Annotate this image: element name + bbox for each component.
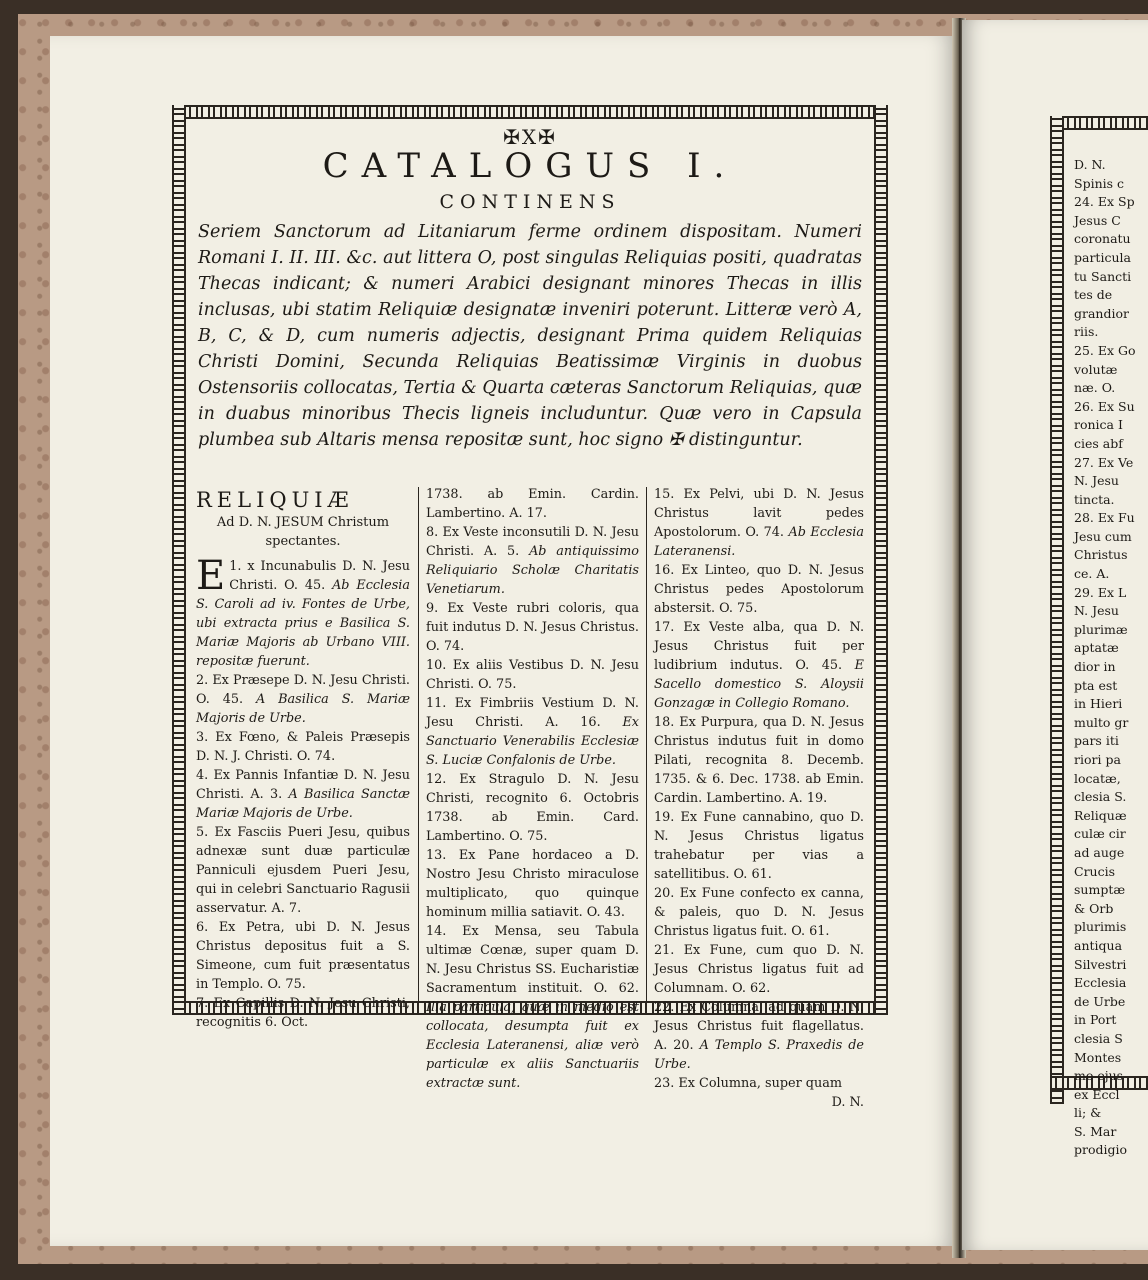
entry-list: [426, 523, 639, 1093]
right-page-text: [1074, 156, 1148, 1160]
right-page-line: in Port: [1074, 1012, 1117, 1028]
section-heading: RELIQUIÆ: [196, 488, 354, 512]
relic-entry: [654, 561, 864, 618]
entry-text: Ex Purpura, qua D. N. Jesus Christus indutus fuit in domo Pilati, recognita 8. Decemb. 1735. & 6. Dec. 1738. ab Emin. Cardin. Lambertino. A. 19.: [654, 715, 865, 806]
entry-provenance: Ab Ecclesia Lateranensi.: [654, 525, 864, 559]
right-page-line: N. Jesu: [1074, 603, 1119, 619]
right-page-line: Silvestri: [1074, 956, 1127, 972]
right-page-line: næ. O.: [1074, 380, 1116, 396]
right-page-line: grandior: [1074, 305, 1129, 321]
relic-entry: [426, 922, 639, 1093]
entry-text: Ex Fune, cum quo D. N. Jesus Christus ligatus fuit ad Columnam. O. 62.: [654, 943, 864, 996]
right-page-line: dior in: [1074, 659, 1116, 675]
entry-number: 21.: [654, 943, 684, 958]
right-page-line: aptatæ: [1074, 640, 1119, 656]
relic-entry: [654, 808, 864, 884]
relic-entry: [426, 523, 639, 599]
relic-entry: [196, 766, 410, 823]
relic-entry: [654, 884, 864, 941]
right-page-line: pta est: [1074, 677, 1118, 693]
relic-entry: [654, 941, 864, 998]
entry-provenance: Ab antiquissimo Reliquiario Scholæ Charitatis Venetiarum.: [426, 544, 640, 597]
right-page-line: volutæ: [1074, 361, 1118, 377]
entry-text: Ex Præsepe D. N. Jesu Christi. O. 45.: [196, 673, 410, 707]
entry-text: Ex Capillis D. N. Jesu Christi, recognitis 6. Oct.: [196, 996, 410, 1030]
entry-number: 15.: [654, 487, 684, 502]
right-page-line: locatæ,: [1074, 770, 1121, 786]
right-page-line: N. Jesu: [1074, 473, 1119, 489]
page-title: CATALOGUS I.: [322, 146, 738, 186]
right-frame-left-border: [1050, 116, 1064, 1104]
entry-text: Ex Columna, ad quam D. N. Jesus Christus fuit flagellatus. A. 20.: [654, 1000, 865, 1053]
entry-number: 2.: [196, 673, 213, 688]
entry-number: 16.: [654, 563, 682, 578]
right-page-line: 28. Ex Fu: [1074, 510, 1135, 526]
right-page-line: in Hieri: [1074, 696, 1123, 712]
right-page-line: clesia S.: [1074, 789, 1127, 805]
left-page: [50, 36, 956, 1246]
entry-provenance: Ex Sanctuario Venerabilis Ecclesiæ S. Luciæ Confalonis de Urbe.: [426, 715, 639, 768]
right-page-line: ronica I: [1074, 417, 1123, 433]
right-page-line: particula: [1074, 249, 1131, 265]
right-page-line: tincta.: [1074, 491, 1115, 507]
entry-number: 14.: [426, 924, 463, 939]
column-2: [426, 485, 640, 1091]
relic-entry: [654, 618, 864, 713]
entry-number: 17.: [654, 620, 684, 635]
relic-entry: [196, 918, 410, 994]
right-page-line: Jesu cum: [1074, 528, 1132, 544]
right-page-line: li; &: [1074, 1105, 1102, 1121]
relic-entry: [654, 998, 864, 1074]
relic-entry: [654, 1074, 864, 1093]
entry-text: Ex Pane hordaceo a D. Nostro Jesu Christo miraculose multiplicato, quo quinque hominum millia satiavit. O. 43.: [426, 848, 640, 920]
entry-number: 8.: [426, 525, 443, 540]
entry-text: Ex Fœno, & Paleis Præsepis D. N. J. Christi. O. 74.: [196, 730, 410, 764]
entry-number: 23.: [654, 1076, 679, 1091]
right-page-line: culæ cir: [1074, 826, 1126, 842]
right-page-line: 27. Ex Ve: [1074, 454, 1134, 470]
right-page-line: cies abf: [1074, 435, 1123, 451]
right-page-line: & Orb: [1074, 900, 1114, 916]
entry-number: 12.: [426, 772, 460, 787]
right-page-line: Montes: [1074, 1049, 1122, 1065]
continuation-text: 1738. ab Emin. Cardin. Lambertino. A. 17.: [426, 487, 639, 521]
ornamental-frame: [172, 105, 888, 1110]
right-page-line: sumptæ: [1074, 882, 1126, 898]
entry-text: Ex aliis Vestibus D. N. Jesu Christi. O. 75.: [426, 658, 639, 692]
right-page-line: riis.: [1074, 324, 1099, 340]
right-page-line: Ecclesia: [1074, 975, 1127, 991]
column-divider: [418, 487, 419, 1003]
drop-cap: E: [196, 553, 226, 599]
entry-number: 20.: [654, 886, 680, 901]
entry-text: Ex Linteo, quo D. N. Jesus Christus pedes Apostolorum abstersit. O. 75.: [654, 563, 864, 616]
relic-entry: [196, 823, 410, 918]
frame-left-border: [172, 105, 186, 1015]
entry-text: Ex Fune confecto ex canna, & paleis, quo D. N. Jesus Christus ligatus fuit. O. 61.: [654, 886, 864, 939]
relic-entry: [654, 485, 864, 561]
page-number: ✠X✠: [503, 125, 557, 149]
right-page: [962, 20, 1148, 1250]
entry-number: 10.: [426, 658, 453, 673]
section-subheading: Ad D. N. JESUM Christum spectantes.: [216, 515, 390, 549]
right-page-line: tu Sancti: [1074, 268, 1132, 284]
right-page-line: 24. Ex Sp: [1074, 194, 1135, 210]
right-page-line: Spinis c: [1074, 175, 1124, 191]
entry-list: [654, 485, 864, 1093]
entry-text: x Incunabulis D. N. Jesu Christi. O. 45.: [229, 559, 410, 593]
right-page-line: pars iti: [1074, 733, 1119, 749]
entry-provenance: E Sacello domestico S. Aloysii Gonzagæ in Collegio Romano.: [654, 658, 864, 711]
right-page-line: ex Eccl: [1074, 1086, 1120, 1102]
right-page-line: ad auge: [1074, 844, 1125, 860]
entry-text: Ex Stragulo D. N. Jesu Christi, recognito 6. Octobris 1738. ab Emin. Card. Lambertino. O. 75.: [426, 772, 640, 844]
entry-number: 4.: [196, 768, 214, 783]
entry-number: 6.: [196, 920, 219, 935]
relic-entry: [196, 994, 410, 1032]
right-page-line: Jesus C: [1074, 212, 1121, 228]
relic-entry: [426, 656, 639, 694]
entry-provenance: A Templo S. Praxedis de Urbe.: [654, 1038, 864, 1072]
entry-number: 5.: [196, 825, 215, 840]
catchword: D. N.: [831, 1095, 864, 1110]
relic-entry: [426, 694, 639, 770]
right-page-line: 29. Ex L: [1074, 584, 1127, 600]
right-page-line: multo gr: [1074, 714, 1129, 730]
right-page-line: Christus: [1074, 547, 1128, 563]
right-page-line: plurimis: [1074, 919, 1127, 935]
page-subtitle: CONTINENS: [439, 191, 621, 213]
right-page-line: S. Mar: [1074, 1123, 1117, 1139]
entry-text: Ex Mensa, seu Tabula ultimæ Cœnæ, super quam D. N. Jesu Christus SS. Eucharistiæ Sacramentum instituit. O. 62.: [426, 924, 640, 996]
entry-text: Ex Pannis Infantiæ D. N. Jesu Christi. A. 3.: [196, 768, 410, 802]
entry-text: Ex Petra, ubi D. N. Jesus Christus depositus fuit a S. Simeone, cum fuit præsentatus in Templo. O. 75.: [196, 920, 411, 992]
right-page-line: 26. Ex Su: [1074, 398, 1135, 414]
relic-entry: [426, 599, 639, 656]
entry-provenance: A Basilica Sanctæ Mariæ Majoris de Urbe.: [196, 787, 410, 821]
entry-text: Ex Columna, super quam: [678, 1076, 842, 1091]
right-page-line: clesia S: [1074, 1030, 1123, 1046]
entry-text: Ex Pelvi, ubi D. N. Jesus Christus lavit pedes Apostolorum. O. 74.: [654, 487, 864, 540]
entry-number: 22.: [654, 1000, 680, 1015]
entry-number: 9.: [426, 601, 448, 616]
right-page-line: prodigio: [1074, 1142, 1128, 1158]
right-frame-top-border: [1050, 116, 1148, 130]
entry-list: [196, 553, 411, 1032]
relic-columns: [196, 485, 865, 1110]
intro-paragraph: Seriem Sanctorum ad Litaniarum ferme ordinem dispositam. Numeri Romani I. II. III. &c. aut littera O, post singulas Reliquias positi, quadratas Thecas indicant; & numeri Arabici designant minores Thecas in illis inclusas, ubi statim Reliquiæ designatæ inveniri poterunt. Litteræ verò A, B, C, & D, cum numeris adjectis, designant Prima quidem Reliquias Christi Domini, Secunda Reliquias Beatissimæ Virginis in duobus Ostensoriis collocatas, Tertia & Quarta cæteras Sanctorum Reliquias, quæ in duabus minoribus Thecis ligneis includuntur. Quæ vero in Capsula plumbea sub Altaris mensa repositæ sunt, hoc signo ✠ distinguntur.: [198, 222, 862, 450]
entry-text: Ex Fasciis Pueri Jesu, quibus adnexæ sunt duæ particulæ Panniculi ejusdem Pueri Jesu, qui in celebri Sanctuario Ragusii asservatur. A. 7.: [196, 825, 410, 916]
right-ornamental-frame: [1050, 116, 1148, 1158]
entry-text: Ex Veste rubri coloris, qua fuit indutus D. N. Jesus Christus. O. 74.: [426, 601, 639, 654]
entry-provenance: A Basilica S. Mariæ Majoris de Urbe.: [196, 692, 410, 726]
column-1: [196, 485, 411, 1030]
entry-text: Ex Fune cannabino, quo D. N. Jesus Christus ligatus trahebatur per vias a satellitibus. O. 61.: [654, 810, 865, 882]
right-page-line: Reliquæ: [1074, 807, 1127, 823]
frame-right-border: [874, 105, 888, 1015]
right-page-line: 25. Ex Go: [1074, 342, 1136, 358]
entry-number: 19.: [654, 810, 681, 825]
right-page-line: antiqua: [1074, 937, 1123, 953]
entry-text: Ex Veste alba, qua D. N. Jesus Christus fuit per ludibrium indutus. O. 45.: [654, 620, 865, 673]
frame-top-border: [172, 105, 888, 119]
entry-number: 3.: [196, 730, 216, 745]
relic-entry: [426, 846, 639, 922]
right-page-line: tes de: [1074, 287, 1113, 303]
relic-entry: [654, 713, 864, 808]
entry-number: 18.: [654, 715, 680, 730]
entry-number: 1.: [229, 559, 248, 574]
entry-provenance: Illa particula, quæ in medio est collocata, desumpta fuit ex Ecclesia Lateranensi, aliæ verò particulæ ex aliis Sanctuariis extractæ sunt.: [426, 1000, 639, 1091]
right-page-line: mo ejus: [1074, 1068, 1124, 1084]
right-page-line: de Urbe: [1074, 993, 1126, 1009]
relic-entry: [196, 553, 410, 671]
right-page-line: riori pa: [1074, 752, 1121, 767]
entry-text: Ex Veste inconsutili D. N. Jesu Christi. A. 5.: [426, 525, 640, 559]
right-page-line: ce. A.: [1074, 566, 1110, 582]
entry-number: 13.: [426, 848, 459, 863]
right-page-line: plurimæ: [1074, 621, 1128, 637]
right-page-line: Crucis: [1074, 863, 1116, 879]
column-divider: [646, 487, 647, 1003]
entry-provenance: Ab Ecclesia S. Caroli ad iv. Fontes de Urbe, ubi extracta prius e Basilica S. Mariæ Majoris ab Urbano VIII. repositæ fuerunt.: [196, 578, 410, 669]
entry-number: 11.: [426, 696, 455, 711]
right-page-line: D. N.: [1074, 157, 1106, 172]
frame-content: [196, 123, 865, 1110]
right-page-line: coronatu: [1074, 231, 1131, 247]
relic-entry: [426, 770, 639, 846]
column-3: [654, 485, 865, 1110]
entry-text: Ex Fimbriis Vestium D. N. Jesu Christi. A. 16.: [426, 696, 640, 730]
entry-number: 7.: [196, 996, 214, 1011]
relic-entry: [196, 671, 410, 728]
relic-entry: [196, 728, 410, 766]
